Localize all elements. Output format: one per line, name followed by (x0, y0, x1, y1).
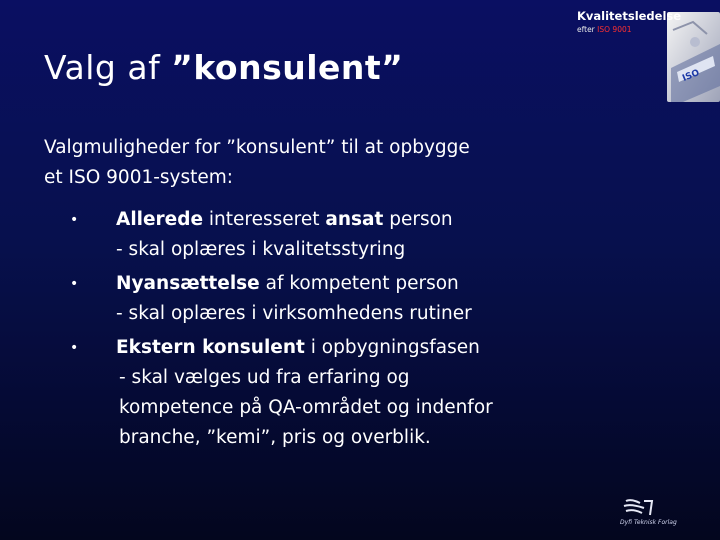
bullet-heading (116, 333, 493, 363)
slide-title (44, 48, 403, 87)
bullet-symbol: • (70, 340, 79, 356)
intro-line-2: et ISO 9001-system: (44, 167, 234, 188)
intro-line-1: Valgmuligheder for ”konsulent” til at opbygge (44, 137, 470, 158)
bullet-text (116, 333, 493, 453)
logo-title: Kvalitetsledelse (577, 9, 682, 23)
bullet-text (116, 205, 453, 265)
bullet-text-1: af kompetent person (259, 273, 459, 294)
slide-title-plain: Valg af (44, 48, 172, 87)
bullet-heading (116, 269, 472, 299)
bullet-bold-2: ansat (325, 209, 384, 230)
bullet-bold-1: Ekstern konsulent (116, 337, 305, 358)
bullet-subline: - skal oplæres i virksomhedens rutiner (116, 303, 472, 324)
publisher-logo (620, 497, 690, 529)
logo-sub-iso: ISO 9001 (597, 25, 632, 34)
bullet-text-2: person (383, 209, 453, 230)
publisher-mark-icon (620, 497, 660, 519)
slide-title-bold: ”konsulent” (171, 48, 404, 87)
bullet-heading (116, 205, 453, 235)
book-logo (575, 6, 720, 102)
logo-subtitle (577, 25, 632, 34)
bullet-symbol: • (70, 212, 79, 228)
bullet-subline: branche, ”kemi”, pris og overblik. (119, 427, 431, 448)
bullet-bold-1: Allerede (116, 209, 204, 230)
bullet-text-1: interesseret (203, 209, 326, 230)
bullet-text (116, 269, 472, 329)
intro-paragraph (44, 133, 470, 193)
book-label: ISO (681, 68, 702, 84)
publisher-name: Dyfi Teknisk Forlag (620, 519, 677, 526)
bullet-subline: - skal oplæres i kvalitetsstyring (116, 239, 406, 260)
bullet-subline: - skal vælges ud fra erfaring og (119, 367, 410, 388)
logo-sub-prefix: efter (577, 25, 598, 34)
bullet-text-1: i opbygningsfasen (304, 337, 480, 358)
bullet-subline: kompetence på QA-området og indenfor (119, 397, 493, 418)
bullet-bold-1: Nyansættelse (116, 273, 260, 294)
bullet-symbol: • (70, 276, 79, 292)
